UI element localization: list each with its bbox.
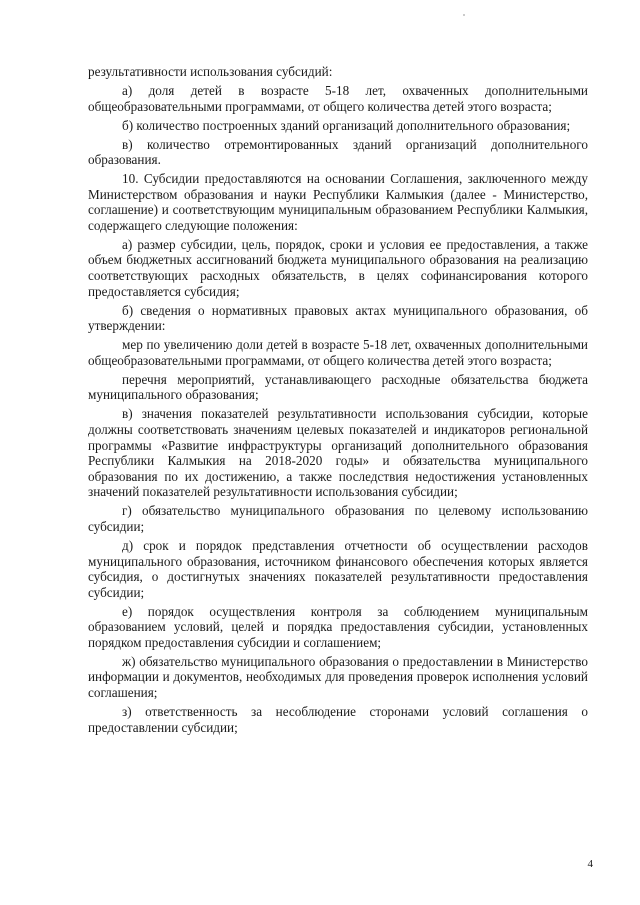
document-body bbox=[88, 64, 588, 739]
paragraph-continuation: результативности использования субсидий: bbox=[88, 64, 333, 79]
paragraph-provision-d: д) срок и порядок представления отчетности об осуществлении расходов муниципального образования, источником финансового обеспечения которых является субсидия, о достигнутых значениях показателей результативности предоставления субсидии; bbox=[88, 537, 588, 600]
paragraph-clause-10: 10. Субсидии предоставляются на основании Соглашения, заключенного между Министерством образования и науки Республики Калмыкия (далее - Министерство, соглашение) и соответствующим муниципальным образованием Республики Калмыкия, содержащего следующие положения: bbox=[88, 171, 588, 233]
paragraph-item-a: а) доля детей в возрасте 5-18 лет, охваченных дополнительными общеобразовательными программами, от общего количества детей этого возраста; bbox=[88, 82, 588, 114]
paragraph-provision-zh: ж) обязательство муниципального образования о предоставлении в Министерство информации и документов, необходимых для проведения проверок исполнения условий соглашения; bbox=[88, 653, 588, 701]
paragraph-provision-e: е) порядок осуществления контроля за соблюдением муниципальным образованием условий, целей и порядка предоставления субсидии, установленных порядком предоставления субсидии и соглашением; bbox=[88, 603, 588, 650]
paragraph-provision-g: г) обязательство муниципального образования по целевому использованию субсидии; bbox=[88, 503, 588, 534]
scan-artifact bbox=[463, 14, 465, 16]
paragraph-provision-v: в) значения показателей результативности использования субсидии, которые должны соответствовать значениям целевых показателей и индикаторов региональной программы «Развитие инфраструктуры организаций дополнительного образования Республики Калмыкия на 2018-2020 годы» и обязательства муниципального образования по их достижению, а также последствия недостижения установленных значений показателей результативности использования субсидии; bbox=[88, 406, 588, 500]
paragraph-provision-a: а) размер субсидии, цель, порядок, сроки и условия ее предоставления, а также объем бюджетных ассигнований бюджета муниципального образования на реализацию соответствующих расходных обязательств, в целях софинансирования которого предоставляется субсидия; bbox=[88, 236, 588, 299]
page-number: 4 bbox=[587, 858, 593, 870]
paragraph-provision-b: б) сведения о нормативных правовых актах муниципального образования, об утверждении: bbox=[88, 302, 588, 334]
paragraph-item-b: б) количество построенных зданий организаций дополнительного образования; bbox=[122, 117, 571, 133]
paragraph-activities-list: перечня мероприятий, устанавливающего расходные обязательства бюджета муниципального образования; bbox=[88, 371, 588, 403]
paragraph-measures: мер по увеличению доли детей в возрасте 5-18 лет, охваченных дополнительными общеобразовательными программами, от общего количества детей этого возраста; bbox=[88, 337, 588, 368]
paragraph-item-v: в) количество отремонтированных зданий организаций дополнительного образования. bbox=[88, 136, 588, 168]
paragraph-provision-z: з) ответственность за несоблюдение сторонами условий соглашения о предоставлении субсидии; bbox=[88, 704, 588, 735]
